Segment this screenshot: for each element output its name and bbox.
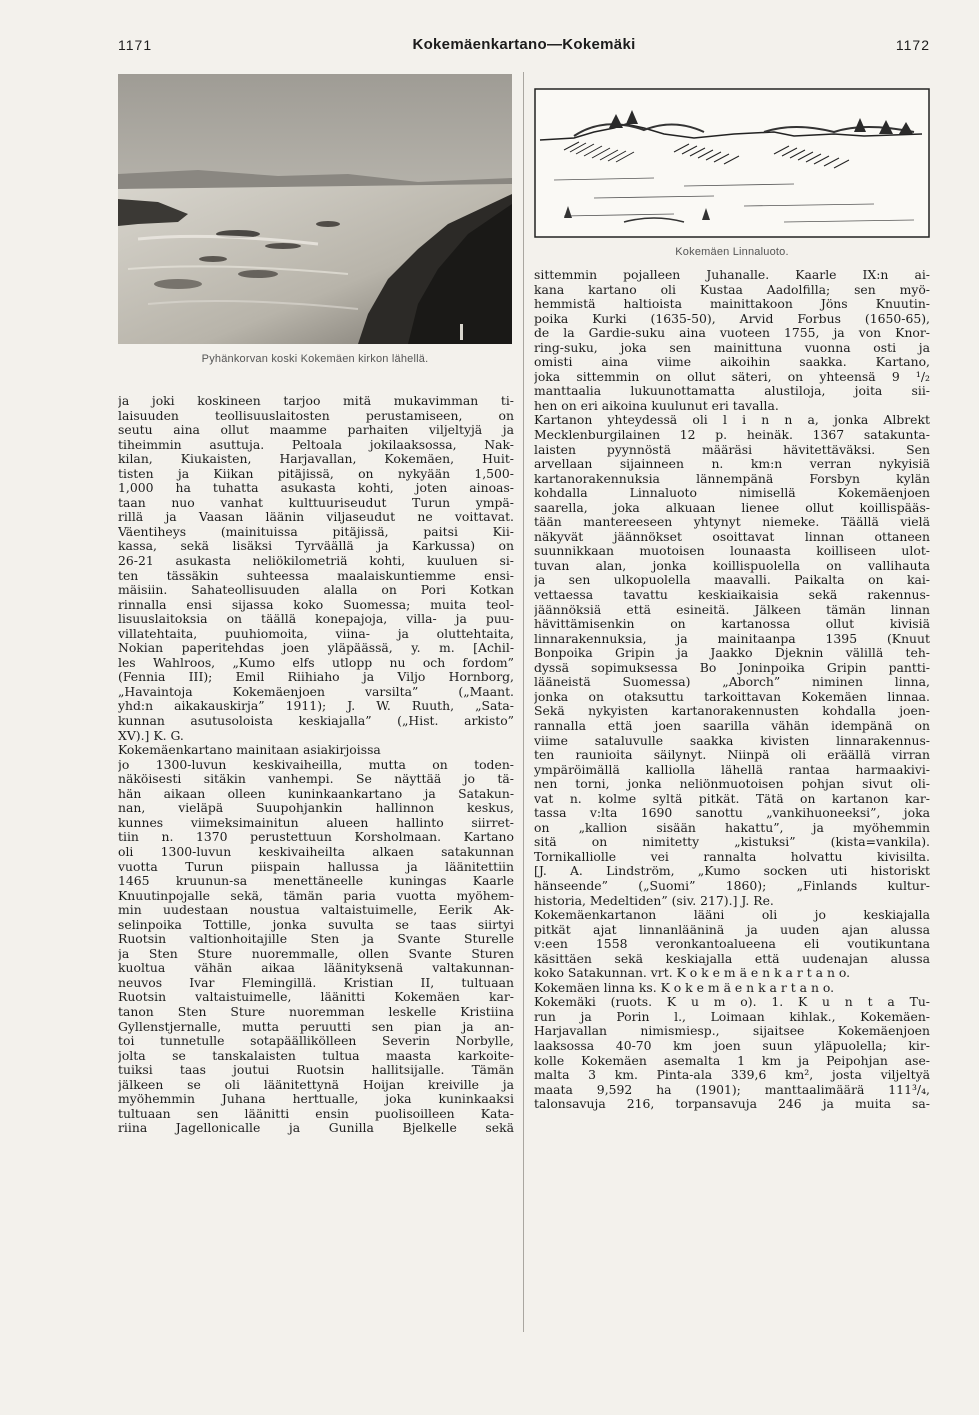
text-line: kilan, Kiukaisten, Harjavallan, Kokemäen, Huit- (118, 452, 514, 467)
text-line: tään mantereeseen yhtynyt niemeke. Täällä vielä (534, 515, 930, 530)
text-line: oli 1300-luvun keskivaiheilta alkaen satakunnan (118, 844, 514, 859)
text-line: neuvos Ivar Flemingillä. Kristian II, tultuaan (118, 975, 514, 990)
text-line: on „kallion sisään hakattu”, ja myöhemmin (534, 820, 930, 835)
text-line: käsittäen sekä keskiajalla että uudenajan alussa (534, 951, 930, 966)
page-header (118, 34, 930, 56)
text-line: villatehtaita, puuhiomoita, viina- ja oluttehtaita, (118, 626, 514, 641)
text-line: rillä ja Vaasan läänin viljaseudut ne voittavat. (118, 510, 514, 525)
text-line: selinpoika Tottille, jonka suvulta se taas siirtyi (118, 917, 514, 932)
text-line: hen on eri aikoina kuulunut eri tavalla. (534, 398, 779, 413)
text-line: Tornikalliolle vei rannalta holvattu kivisilta. (534, 849, 930, 864)
text-line: hävittämisenkin on kartanossa ollut kivisiä (534, 617, 930, 632)
text-line: vat n. kolme syltä pitkät. Tätä on kartanon kar- (534, 791, 930, 806)
text-line: kunnan asutusoloista keskiajalla” („Hist. arkisto” (118, 714, 514, 729)
text-line: poika Kurki (1635-50), Arvid Forbus (1650-65), (534, 311, 930, 326)
text-line: malta 3 km. Pinta-ala 339,6 km², josta viljeltyä (534, 1068, 930, 1083)
text-line: näkyvät jäännökset osoittavat linnan ottaneen (534, 529, 930, 544)
text-line: ja sen ulkopuolella maavalli. Paikalta on kai- (534, 573, 930, 588)
text-line: kartanorakennuksia lännempänä Forsbyn kylän (534, 471, 930, 486)
text-line: 1,000 ha tuhatta asukasta kohti, joten ainoas- (118, 481, 514, 496)
text-line: historia, Medeltiden” (siv. 217).] J. Re. (534, 893, 774, 908)
left-page-number: 1171 (118, 37, 153, 53)
text-line: yhd:n aikakauskirja” 1911); J. W. Ruuth, „Sata- (118, 699, 514, 714)
text-line: tiheimmin asuttuja. Peltoala jokilaaksossa, Nak- (118, 437, 514, 452)
text-line: tisten ja Kiikan pitäjissä, on nykyään 1,500- (118, 466, 514, 481)
text-line: arvellaan sijainneen n. km:n verran nykyisiä (534, 457, 930, 472)
text-line: lääneistä Suomessa) „Aborch” niminen linna, (534, 675, 930, 690)
text-line: ja Sten Sture nuoremmalle, ollen Svante Sturen (118, 946, 514, 961)
text-line: kuoltua vähän aikaa läänityksenä valtakunnan- (118, 961, 514, 976)
text-line: kolle Kokemäen asemalta 1 km ja Peipohjan ase- (534, 1053, 930, 1068)
text-line: Knuutinpojalle sekä, tämän paria vuotta myöhem- (118, 888, 514, 903)
text-line: saarella, joka alkuaan lienee ollut koillispääs- (534, 500, 930, 515)
text-line: Kartanon yhteydessä oli l i n n a, jonka Albrekt (534, 413, 930, 428)
text-line: Ruotsin valtionhoitajille Sten ja Svante Sturelle (118, 932, 514, 947)
text-line: jäännöksiä että esineitä. Jälkeen tämän linnan (534, 602, 930, 617)
text-line: tiin n. 1370 perustettuun Korsholmaan. Kartano (118, 830, 514, 845)
text-line: run ja Porin l., Loimaan kihlak., Kokemäen- (534, 1009, 930, 1024)
text-line: vettaessa tavattu keskiaikaisia sekä rakennus- (534, 588, 930, 603)
text-line: kassa, sekä lisäksi Tyrväällä ja Karkussa) on (118, 539, 514, 554)
text-line: joka sittemmin on ollut säteri, on yhteensä 9 ¹/₂ (534, 369, 930, 384)
text-line: rannalla että joen saarilla vähän idempänä on (534, 718, 930, 733)
text-line: tultuaan sen läänitti ensin puolisoilleen Kata- (118, 1106, 514, 1121)
text-line: taan nuo vanhat kulttuuriseudut Turun ympä- (118, 495, 514, 510)
text-line: seutu aina ollut maamme parhaiten viljeltyjä ja (118, 423, 514, 438)
text-line: les Wahlroos, „Kumo elfs utlopp nu och fordom” (118, 655, 514, 670)
text-line: XV).] K. G. (118, 728, 184, 743)
text-line: talonsavuja 216, torpansavuja 246 ja muita sa- (534, 1097, 930, 1112)
text-line: Mecklenburgilainen 12 p. heinäk. 1367 satakunta- (534, 428, 930, 443)
text-line: Harjavallan nimismiesp., sijaitsee Kokemäenjoen (534, 1024, 930, 1039)
page-title: Kokemäenkartano—Kokemäki (412, 36, 636, 53)
text-line: tuvan alan, jonka koillispuolella on vallihauta (534, 558, 930, 573)
text-line: lisuuslaitoksia on täällä konepajoja, villa- ja puu- (118, 612, 514, 627)
text-line: Väentiheys (mainituissa pitäjissä, paitsi Kii- (118, 524, 514, 539)
text-line: pitkät ajat linnanlääninä ja uuden ajan alussa (534, 922, 930, 937)
text-line: jolta se tanskalaisten tultua maasta karkoite- (118, 1048, 514, 1063)
linnaluoto-drawing (534, 88, 930, 238)
text-line: toi tunnetulle sotapäällikölleen Severin Norbylle, (118, 1034, 514, 1049)
text-line: kunnes viimeksimainitun alueen hallinto siirret- (118, 815, 514, 830)
text-line: jälkeen se oli läänitettynä Hoijan kreiville ja (118, 1077, 514, 1092)
text-line: Sekä nykyisten kartanorakennusten kohdalla joen- (534, 704, 930, 719)
text-line: v:een 1558 veronkantoalueena eli voutikuntana (534, 937, 930, 952)
text-line: de la Gardie-suku aina vuoteen 1755, ja von Knor- (534, 326, 930, 341)
text-line: Ruotsin valtaistuimelle, läänitti Kokemäen kar- (118, 990, 514, 1005)
text-line: ten tässäkin suhteessa maalaiskuntiemme ensi- (118, 568, 514, 583)
right-page-number: 1172 (895, 37, 930, 53)
text-line: Kokemäen linna ks. K o k e m ä e n k a r t a n o. (534, 980, 835, 995)
text-line: Nokian paperitehdas joen yläpäässä, y. m. [Achil- (118, 641, 514, 656)
text-line: maata 9,592 ha (1901); manttaalimäärä 111³/₄, (534, 1082, 930, 1097)
text-line: Kokemäki (ruots. K u m o). 1. K u n t a Tu- (534, 995, 930, 1010)
text-line: myöhemmin Juhana herttualle, joka kuninkaaksi (118, 1092, 514, 1107)
text-line: ympäröimällä kalliolla lähellä rantaa harmaakivi- (534, 762, 930, 777)
text-line: jonka on otaksuttu tarkoittavan Kokemäen linnaa. (534, 689, 930, 704)
left-figure-caption: Pyhänkorvan koski Kokemäen kirkon lähellä. (201, 353, 429, 365)
text-line: nen torni, jonka neliönmuotoisen pohjan sivut oli- (534, 777, 930, 792)
text-line: sitä on nimitetty „kistuksi” (kista=vankila). (534, 835, 930, 850)
text-line: viime sataluvulle saakka kivisten linnarakennus- (534, 733, 930, 748)
text-line: näköisesti sitäkin vanhempi. Se näyttää jo tä- (118, 772, 514, 787)
column-divider (523, 72, 524, 1332)
text-line: min uudestaan noustua valtaistuimelle, Eerik Ak- (118, 903, 514, 918)
text-line: hemmistä haltioista mainittakoon Jöns Knuutin- (534, 297, 930, 312)
text-line: (Fennia III); Emil Riihiaho ja Viljo Hornborg, (118, 670, 514, 685)
text-line: kohdalla Linnaluoto nimisellä Kokemäenjoen (534, 486, 930, 501)
text-line: koko Satakunnan. vrt. K o k e m ä e n k a r t a n o. (534, 966, 851, 981)
right-figure-caption: Kokemäen Linnaluoto. (675, 246, 789, 258)
right-text-column (534, 268, 930, 1112)
text-line: mäisiin. Sahateollisuuden alalla on Pori Kotkan (118, 583, 514, 598)
text-line: hän aikaan olleen kuninkaankartano ja Satakun- (118, 786, 514, 801)
text-line: suunnikkaan muotoisen lounaasta koilliseen ulot- (534, 544, 930, 559)
text-line: ten raunioita säilynyt. Niinpä oli eräällä virran (534, 748, 930, 763)
text-line: 26-21 asukasta neliökilometriä kohti, kuuluen si- (118, 554, 514, 569)
text-line: „Havaintoja Kokemäenjoen varsilta” („Maant. (118, 684, 514, 699)
left-text-column (118, 394, 514, 1136)
text-line: laisten pyynnöstä määräsi hävitettäväksi. Sen (534, 442, 930, 457)
text-line: dyssä sopimuksessa Bo Joninpoika Gripin pantti- (534, 660, 930, 675)
rapids-photo (118, 74, 512, 344)
text-line: laaksossa 40-70 km joen suun yläpuolella; kir- (534, 1038, 930, 1053)
text-line: ja joki koskineen tarjoo mitä mukavimman ti- (118, 394, 514, 408)
text-line: vuotta Turun piispain hallussa ja läänitettiin (118, 859, 514, 874)
text-line: ring-suku, joka sen mainittuna vuonna osti ja (534, 340, 930, 355)
text-line: tuiksi taas joutui Ruotsin hallitsijalle. Tämän (118, 1063, 514, 1078)
text-line: rinnalla ensi sijassa koko Suomessa; muita teol- (118, 597, 514, 612)
text-line: [J. A. Lindström, „Kumo socken uti historiskt (534, 864, 930, 879)
text-line: hänseende” („Suomi” 1860); „Finlands kultur- (534, 878, 930, 893)
text-line: linnarakennuksia, ja mainitaanpa 1395 (Knuut (534, 631, 930, 646)
text-line: tassa v:lta 1690 sanottu „vankihuoneeksi”, joka (534, 806, 930, 821)
text-line: kana kartano oli Kustaa Aadolfilla; sen myö- (534, 282, 930, 297)
text-line: omisti aina viime aikoihin saakka. Kartano, (534, 355, 930, 370)
text-line: Bonpoika Gripin ja Jaakko Djeknin välillä teh- (534, 646, 930, 661)
text-line: Kokemäenkartanon lääni oli jo keskiajalla (534, 908, 930, 923)
text-line: manttaalia lukuunottamatta alustiloja, joita sii- (534, 384, 930, 399)
text-line: Kokemäenkartano mainitaan asiakirjoissa (118, 743, 381, 758)
text-line: riina Jagellonicalle ja Gunilla Bjelkelle sekä (118, 1121, 514, 1136)
text-line: sittemmin pojalleen Juhanalle. Kaarle IX:n ai- (534, 268, 930, 282)
text-line: laisuuden teollisuuslaitosten perustamiseen, on (118, 408, 514, 423)
text-line: jo 1300-luvun keskivaiheilla, mutta on toden- (118, 757, 514, 772)
text-line: Gyllenstjernalle, mutta peruutti sen pian ja an- (118, 1019, 514, 1034)
text-line: nan, vieläpä Suupohjankin hallinnon keskus, (118, 801, 514, 816)
text-line: tanon Sten Sture nuoremman leskelle Kristiina (118, 1004, 514, 1019)
text-line: 1465 kruunun-sa menettäneelle kuningas Kaarle (118, 874, 514, 889)
